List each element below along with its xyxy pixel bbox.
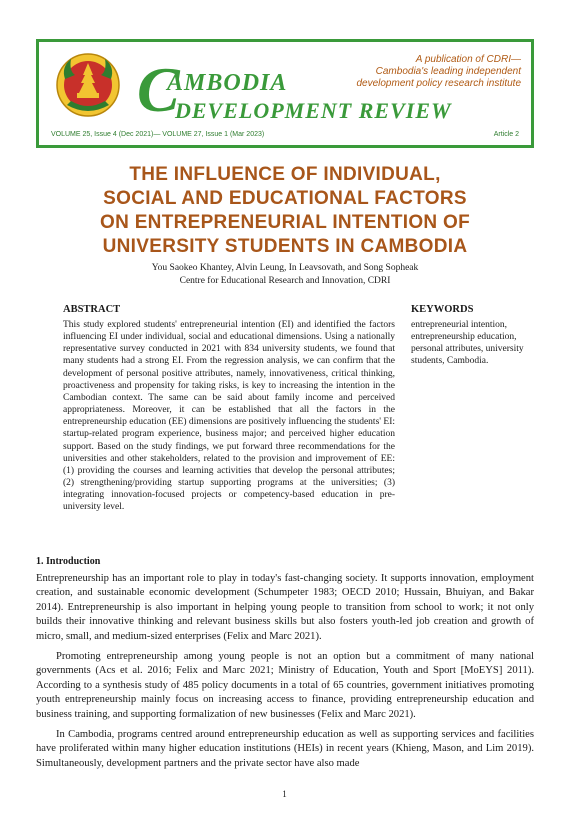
page-number: 1: [282, 789, 287, 799]
title-line-1: AMBODIA: [167, 70, 288, 96]
cdri-logo: [53, 49, 123, 119]
publisher-line-1: A publication of CDRI—: [415, 54, 521, 65]
title-initial: C: [137, 54, 180, 125]
affiliation: Centre for Educational Research and Innovation, CDRI: [179, 276, 391, 286]
abstract-heading: ABSTRACT: [63, 304, 121, 315]
issue-info: VOLUME 25, Issue 4 (Dec 2021)— VOLUME 27, Issue 1 (Mar 2023): [51, 131, 265, 138]
publisher-line-3: development policy research institute: [356, 78, 521, 89]
title-line: ON ENTREPRENEURIAL INTENTION OF: [100, 212, 470, 233]
author-block: [36, 262, 534, 288]
title-line: SOCIAL AND EDUCATIONAL FACTORS: [103, 188, 467, 209]
title-line: THE INFLUENCE OF INDIVIDUAL,: [129, 164, 441, 185]
paragraph: Promoting entrepreneurship among young people is not an option but a commitment of many national governments (Acs et al. 2016; Felix and Marc 2021; Ministry of Education, Youth and Sport [MoEYS] 2011). According to a synthesis study of 485 policy documents in a total of 65 countries, government initiatives promoting youth entrepreneurship mainly focus on increasing access to finance, providing entrepreneurship education and business training, and supporting formalization of new businesses (Felix and Marc 2021).: [36, 651, 534, 720]
abstract-text: This study explored students' entrepreneurial intention (EI) and identified the factors influencing EI under individual, social and educational dimensions. Using a nationally representative survey conducted in 2021 with 834 university students, we found that many students had a strong EI. From the regression analysis, we can confirm that the development of personal positive attributes, namely, innovativeness, critical thinking, proactiveness and propensity for taking risks, is key to increasing the intention in the Cambodian context. The same can be said about family income and perceived appropriateness. Moreover, it can be established that all the factors in the entrepreneurship education (EE) dimensions are positively influencing the students' EI: startup-related program experience, business major; and perceived higher education support. Based on the study findings, we put forward three recommendations for the universities and other stakeholders, related to the provision and improvement of EE: (1) providing the courses and learning activities that develop the personal attributes; (2) strengthening/providing startup supporting programs at the universities; (3) integrating innovation-focused projects or competency-based education in pre-university level.: [63, 320, 395, 513]
paragraph: In Cambodia, programs centred around entrepreneurship education as well as supporting services and facilities have proliferated within many higher education institutions (HEIs) in recent years (Khieng, Mason, and Lim 2019). Simultaneously, development partners and the private sector have also made: [36, 729, 534, 769]
keywords-text: entrepreneurial intention, entrepreneurship education, personal attributes, university students, Cambodia.: [411, 320, 524, 367]
paragraph: Entrepreneurship has an important role to play in today's fast-changing society. It supports innovation, employment creation, and sustainable economic development (Schumpeter 1983; OECD 2010; Hussain, Bhuiyan, and Bakar 2014). Entrepreneurship is also important in helping young people to transition from school to work; it not only builds their innovative thinking and relevant business skills but also fosters youth-led job creation and growth of micro, small, and medium-sized enterprises (Felix and Marc 2021).: [36, 573, 534, 642]
publisher-note: [341, 54, 521, 90]
title-line: UNIVERSITY STUDENTS IN CAMBODIA: [102, 236, 468, 257]
keywords-heading: KEYWORDS: [411, 304, 474, 315]
article-number: Article 2: [493, 131, 519, 138]
authors: You Saokeo Khantey, Alvin Leung, In Leavsovath, and Song Sopheak: [151, 263, 419, 273]
publisher-line-2: Cambodia's leading independent: [375, 66, 521, 77]
body-text: [36, 572, 534, 777]
section-heading: 1. Introduction: [36, 556, 101, 567]
title-line-2: DEVELOPMENT REVIEW: [175, 98, 452, 123]
paper-title: [36, 163, 534, 259]
journal-banner: [36, 39, 534, 148]
